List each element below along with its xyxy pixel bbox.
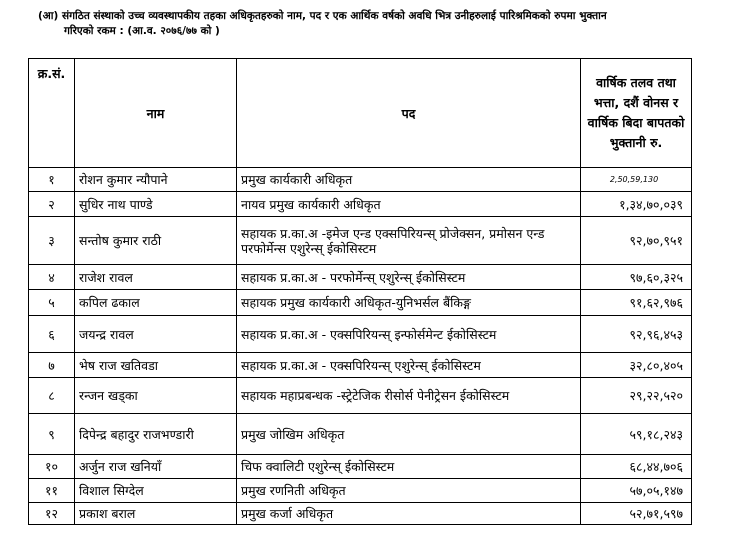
heading-line-1: (आ) संगठित संस्थाको उच्च व्यवस्थापकीय तहका अधिकृतहरुको नाम, पद र एक आर्थिक वर्षको अवधि भित्र उनीहरुलाई पारिश्रमिकको रुपमा भुक्तान xyxy=(38,10,607,22)
row-name: प्रकाश बराल xyxy=(75,503,237,525)
row-name: राजेश रावल xyxy=(75,265,237,290)
heading-line-2: गरिएको रकम : (आ.व. २०७६/७७ को ) xyxy=(64,25,220,37)
row-post: प्रमुख कर्जा अधिकृत xyxy=(237,503,581,525)
table-row xyxy=(29,479,692,503)
row-sn: १० xyxy=(29,455,75,479)
row-sn: ४ xyxy=(29,265,75,290)
section-heading xyxy=(38,9,718,39)
row-amount: ९१,६२,९७६ xyxy=(581,290,692,316)
row-sn: ६ xyxy=(29,316,75,353)
row-sn: ९ xyxy=(29,414,75,455)
row-sn: ८ xyxy=(29,378,75,414)
header-name: नाम xyxy=(75,59,237,168)
table-row xyxy=(29,217,692,265)
header-amount: वार्षिक तलव तथा भत्ता, दशैं वोनस र वार्षिक बिदा बापतको भुक्तानी रु. xyxy=(581,59,692,168)
row-name: अर्जुन राज खनियाँ xyxy=(75,455,237,479)
row-amount: ५७,०५,१४७ xyxy=(581,479,692,503)
table-body xyxy=(29,168,692,525)
row-sn: ११ xyxy=(29,479,75,503)
table-row xyxy=(29,192,692,217)
row-name: रन्जन खड्का xyxy=(75,378,237,414)
row-post: सहायक प्र.का.अ - एक्सपिरियन्स् इन्फोर्समेन्ट ईकोसिस्टम xyxy=(237,316,581,353)
table-row xyxy=(29,316,692,353)
row-amount: ६८,४४,७०६ xyxy=(581,455,692,479)
row-name: सुधिर नाथ पाण्डे xyxy=(75,192,237,217)
row-amount: ९२,७०,९५१ xyxy=(581,217,692,265)
table-row xyxy=(29,168,692,192)
row-sn: ५ xyxy=(29,290,75,316)
row-amount: ९२,९६,४५३ xyxy=(581,316,692,353)
row-post: चिफ क्वालिटी एशुरेन्स् ईकोसिस्टम xyxy=(237,455,581,479)
row-sn: १ xyxy=(29,168,75,192)
row-amount: 2,50,59,130 xyxy=(581,168,692,192)
row-sn: ७ xyxy=(29,353,75,378)
row-name: विशाल सिग्देल xyxy=(75,479,237,503)
row-post: सहायक प्र.का.अ - परफोर्मेन्स् एशुरेन्स् ईकोसिस्टम xyxy=(237,265,581,290)
row-post: सहायक महाप्रबन्धक -स्ट्रेटेजिक रीसोर्स पेनीट्रेसन ईकोसिस्टम xyxy=(237,378,581,414)
table-row xyxy=(29,503,692,525)
row-post: प्रमुख जोखिम अधिकृत xyxy=(237,414,581,455)
table-header-row xyxy=(29,59,692,168)
row-name: दिपेन्द्र बहादुर राजभण्डारी xyxy=(75,414,237,455)
row-amount: ९७,६०,३२५ xyxy=(581,265,692,290)
row-amount: ५९,१८,२४३ xyxy=(581,414,692,455)
row-amount: २९,२२,५२० xyxy=(581,378,692,414)
table-row xyxy=(29,265,692,290)
table-row xyxy=(29,353,692,378)
row-name: सन्तोष कुमार राठी xyxy=(75,217,237,265)
row-sn: २ xyxy=(29,192,75,217)
table-row xyxy=(29,378,692,414)
row-amount: ५२,७१,५९७ xyxy=(581,503,692,525)
row-name: कपिल ढकाल xyxy=(75,290,237,316)
row-name: रोशन कुमार न्यौपाने xyxy=(75,168,237,192)
row-post: नायव प्रमुख कार्यकारी अधिकृत xyxy=(237,192,581,217)
table-row xyxy=(29,414,692,455)
row-post: सहायक प्र.का.अ -इमेज एन्ड एक्सपिरियन्स् प्रोजेक्सन, प्रमोसन एन्ड परफोर्मेन्स एशुरेन्स् ईकोसिस्टम xyxy=(237,217,581,265)
table-row xyxy=(29,290,692,316)
row-amount: ३२,८०,४०५ xyxy=(581,353,692,378)
row-amount: १,३४,७०,०३९ xyxy=(581,192,692,217)
row-post: सहायक प्रमुख कार्यकारी अधिकृत-युनिभर्सल बैंकिङ्ग xyxy=(237,290,581,316)
row-sn: ३ xyxy=(29,217,75,265)
row-post: सहायक प्र.का.अ - एक्सपिरियन्स् एशुरेन्स् ईकोसिस्टम xyxy=(237,353,581,378)
row-post: प्रमुख कार्यकारी अधिकृत xyxy=(237,168,581,192)
table-row xyxy=(29,455,692,479)
row-sn: १२ xyxy=(29,503,75,525)
header-sn: क्र.सं. xyxy=(29,59,75,168)
row-name: भेष राज खतिवडा xyxy=(75,353,237,378)
remuneration-table xyxy=(28,58,692,525)
row-name: जयन्द्र रावल xyxy=(75,316,237,353)
header-post: पद xyxy=(237,59,581,168)
row-post: प्रमुख रणनिती अधिकृत xyxy=(237,479,581,503)
